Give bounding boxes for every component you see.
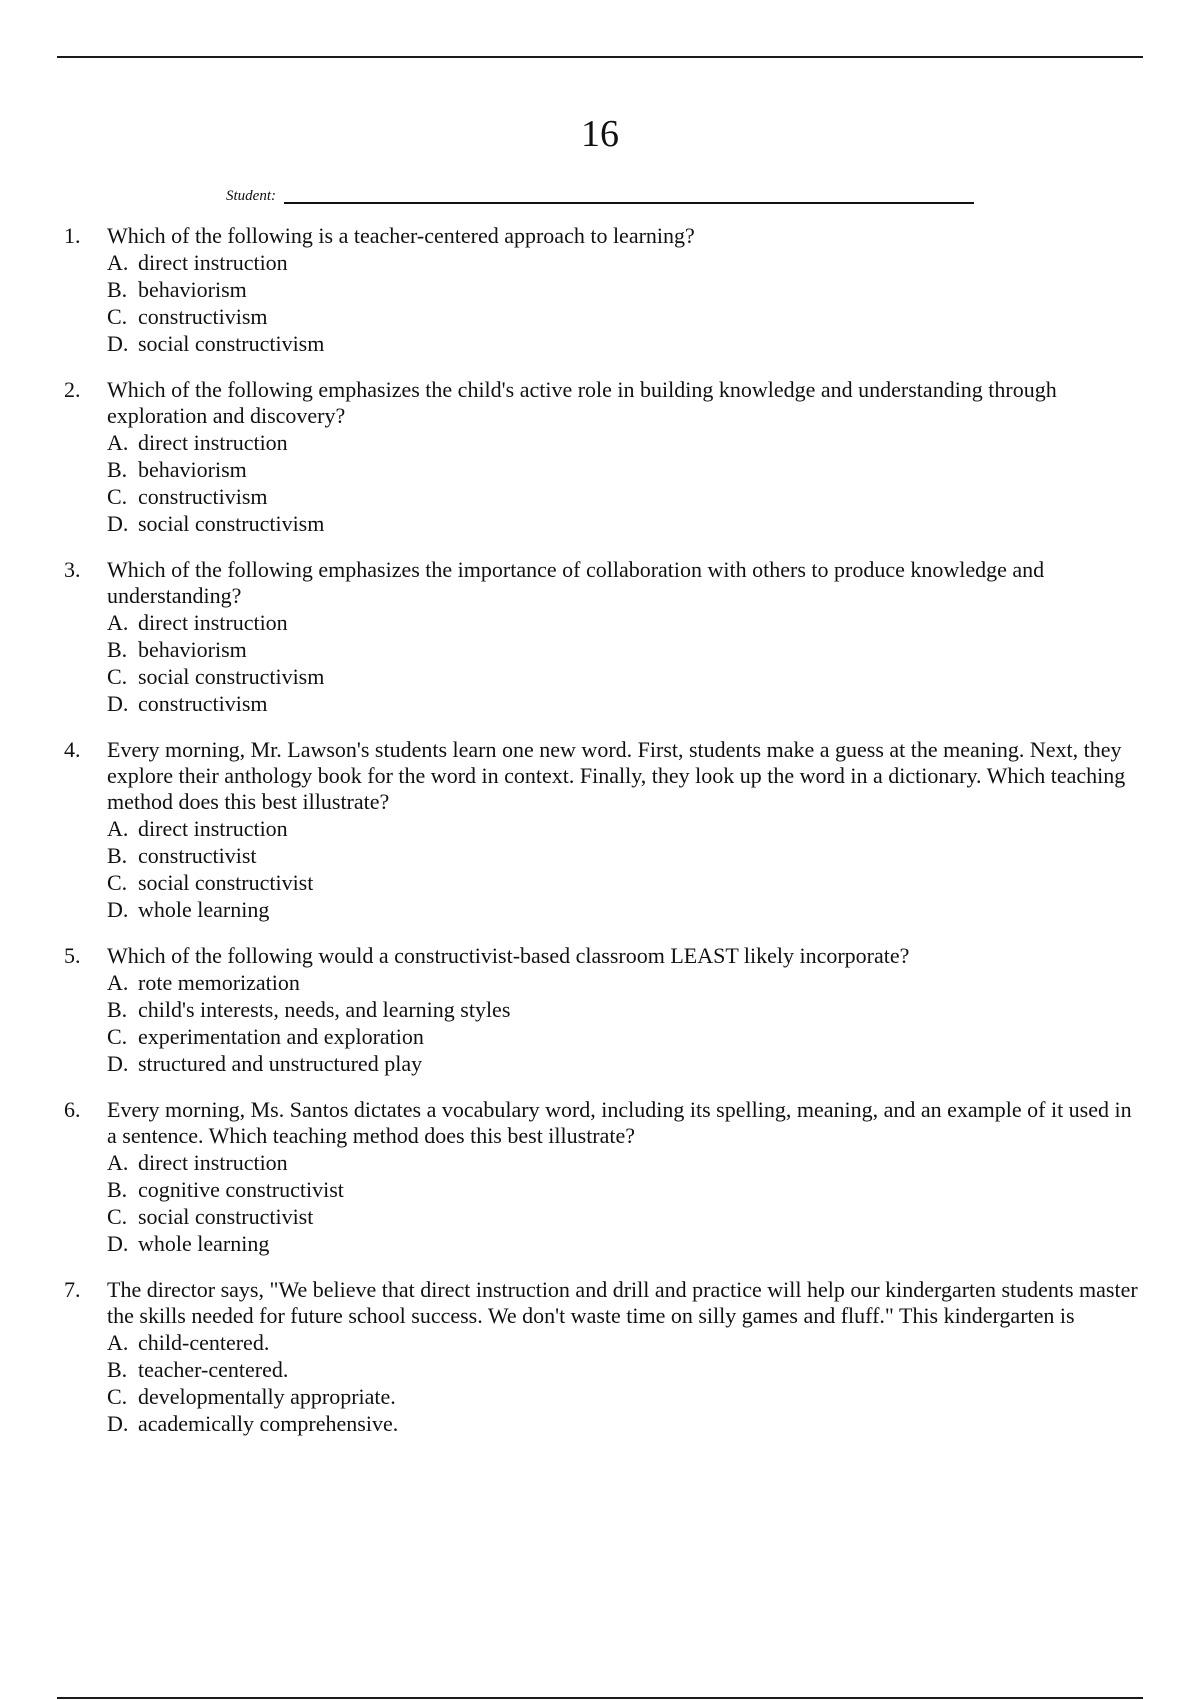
- question-text: Which of the following would a constructivist-based classroom LEAST likely incorporate?: [107, 943, 910, 968]
- question-number: 7.: [64, 1277, 81, 1302]
- option-letter: B.: [107, 997, 128, 1022]
- option-text: academically comprehensive.: [138, 1411, 399, 1436]
- option-letter: B.: [107, 1357, 128, 1382]
- question-7: [64, 1277, 1144, 1437]
- option-text: social constructivism: [138, 331, 325, 356]
- question-body: [107, 557, 1144, 717]
- answer-option: [107, 1356, 1144, 1383]
- option-text: behaviorism: [138, 637, 247, 662]
- option-letter: A.: [107, 970, 129, 995]
- answer-option: [107, 1050, 1144, 1077]
- answer-option: [107, 663, 1144, 690]
- option-text: whole learning: [138, 897, 270, 922]
- question-text: Which of the following is a teacher-centered approach to learning?: [107, 223, 695, 248]
- question-body: [107, 737, 1144, 923]
- option-text: direct instruction: [138, 816, 288, 841]
- question-body: [107, 377, 1144, 537]
- answer-options: [107, 609, 1144, 717]
- answer-options: [107, 429, 1144, 537]
- option-letter: B.: [107, 457, 128, 482]
- answer-option: [107, 996, 1144, 1023]
- answer-option: [107, 510, 1144, 537]
- question-body: [107, 943, 1144, 1077]
- option-text: constructivism: [138, 484, 268, 509]
- answer-options: [107, 1329, 1144, 1437]
- question-number: 3.: [64, 557, 81, 582]
- option-text: whole learning: [138, 1231, 270, 1256]
- answer-options: [107, 969, 1144, 1077]
- option-letter: D.: [107, 1231, 129, 1256]
- option-letter: C.: [107, 1024, 128, 1049]
- answer-option: [107, 969, 1144, 996]
- option-letter: A.: [107, 430, 129, 455]
- option-text: structured and unstructured play: [138, 1051, 423, 1076]
- answer-option: [107, 1203, 1144, 1230]
- option-letter: C.: [107, 664, 128, 689]
- answer-option: [107, 330, 1144, 357]
- option-letter: A.: [107, 610, 129, 635]
- option-text: constructivism: [138, 691, 268, 716]
- question-5: [64, 943, 1144, 1077]
- question-body: [107, 223, 1144, 357]
- answer-options: [107, 249, 1144, 357]
- answer-option: [107, 303, 1144, 330]
- page-number: 16: [581, 113, 619, 155]
- answer-option: [107, 869, 1144, 896]
- student-name-line: [284, 202, 974, 204]
- answer-option: [107, 276, 1144, 303]
- option-letter: C.: [107, 484, 128, 509]
- option-letter: B.: [107, 843, 128, 868]
- question-2: [64, 377, 1144, 537]
- answer-option: [107, 842, 1144, 869]
- top-rule: [57, 56, 1143, 58]
- option-text: direct instruction: [138, 430, 288, 455]
- option-text: behaviorism: [138, 457, 247, 482]
- option-letter: C.: [107, 870, 128, 895]
- option-text: experimentation and exploration: [138, 1024, 424, 1049]
- answer-option: [107, 483, 1144, 510]
- answer-option: [107, 1149, 1144, 1176]
- option-letter: A.: [107, 250, 129, 275]
- question-text: Every morning, Ms. Santos dictates a vocabulary word, including its spelling, meaning, and an example of it used in a sentence. Which teaching method does this best illustrate?: [107, 1097, 1132, 1148]
- question-3: [64, 557, 1144, 717]
- student-label: Student:: [226, 188, 276, 204]
- bottom-rule: [57, 1697, 1143, 1699]
- option-letter: C.: [107, 1384, 128, 1409]
- question-number: 4.: [64, 737, 81, 762]
- option-letter: A.: [107, 1150, 129, 1175]
- option-letter: B.: [107, 277, 128, 302]
- question-4: [64, 737, 1144, 923]
- answer-option: [107, 1329, 1144, 1356]
- question-number: 2.: [64, 377, 81, 402]
- option-text: cognitive constructivist: [138, 1177, 344, 1202]
- answer-option: [107, 896, 1144, 923]
- option-text: rote memorization: [138, 970, 300, 995]
- answer-option: [107, 1410, 1144, 1437]
- option-text: child-centered.: [138, 1330, 270, 1355]
- option-text: teacher-centered.: [138, 1357, 289, 1382]
- option-text: direct instruction: [138, 610, 288, 635]
- option-letter: D.: [107, 1411, 129, 1436]
- answer-option: [107, 690, 1144, 717]
- option-letter: B.: [107, 1177, 128, 1202]
- answer-option: [107, 456, 1144, 483]
- answer-option: [107, 609, 1144, 636]
- option-text: direct instruction: [138, 250, 288, 275]
- option-letter: D.: [107, 331, 129, 356]
- question-body: [107, 1097, 1144, 1257]
- option-text: behaviorism: [138, 277, 247, 302]
- option-letter: C.: [107, 1204, 128, 1229]
- option-text: constructivist: [138, 843, 257, 868]
- option-letter: A.: [107, 816, 129, 841]
- answer-options: [107, 1149, 1144, 1257]
- answer-option: [107, 249, 1144, 276]
- answer-options: [107, 815, 1144, 923]
- option-letter: D.: [107, 897, 129, 922]
- answer-option: [107, 429, 1144, 456]
- answer-option: [107, 815, 1144, 842]
- option-letter: D.: [107, 691, 129, 716]
- option-text: developmentally appropriate.: [138, 1384, 396, 1409]
- question-text: Which of the following emphasizes the importance of collaboration with others to produce knowledge and understanding?: [107, 557, 1045, 608]
- student-name-field: [226, 183, 974, 205]
- option-letter: C.: [107, 304, 128, 329]
- answer-option: [107, 1230, 1144, 1257]
- option-letter: D.: [107, 511, 129, 536]
- option-text: constructivism: [138, 304, 268, 329]
- option-letter: B.: [107, 637, 128, 662]
- question-number: 1.: [64, 223, 81, 248]
- question-6: [64, 1097, 1144, 1257]
- option-text: social constructivist: [138, 1204, 314, 1229]
- option-text: social constructivism: [138, 511, 325, 536]
- question-number: 5.: [64, 943, 81, 968]
- question-text: Which of the following emphasizes the child's active role in building knowledge and understanding through exploration and discovery?: [107, 377, 1057, 428]
- option-letter: A.: [107, 1330, 129, 1355]
- question-text: The director says, "We believe that direct instruction and drill and practice will help our kindergarten students master the skills needed for future school success. We don't waste time on silly games and fluff." This kindergarten is: [107, 1277, 1138, 1328]
- question-list: [64, 223, 1144, 1457]
- option-text: child's interests, needs, and learning styles: [138, 997, 511, 1022]
- question-number: 6.: [64, 1097, 81, 1122]
- answer-option: [107, 636, 1144, 663]
- answer-option: [107, 1383, 1144, 1410]
- option-letter: D.: [107, 1051, 129, 1076]
- question-1: [64, 223, 1144, 357]
- option-text: social constructivist: [138, 870, 314, 895]
- answer-option: [107, 1176, 1144, 1203]
- option-text: direct instruction: [138, 1150, 288, 1175]
- question-body: [107, 1277, 1144, 1437]
- option-text: social constructivism: [138, 664, 325, 689]
- answer-option: [107, 1023, 1144, 1050]
- question-text: Every morning, Mr. Lawson's students learn one new word. First, students make a guess at the meaning. Next, they explore their anthology book for the word in context. Finally, they look up the word in a dictionary. Which teaching method does this best illustrate?: [107, 737, 1126, 814]
